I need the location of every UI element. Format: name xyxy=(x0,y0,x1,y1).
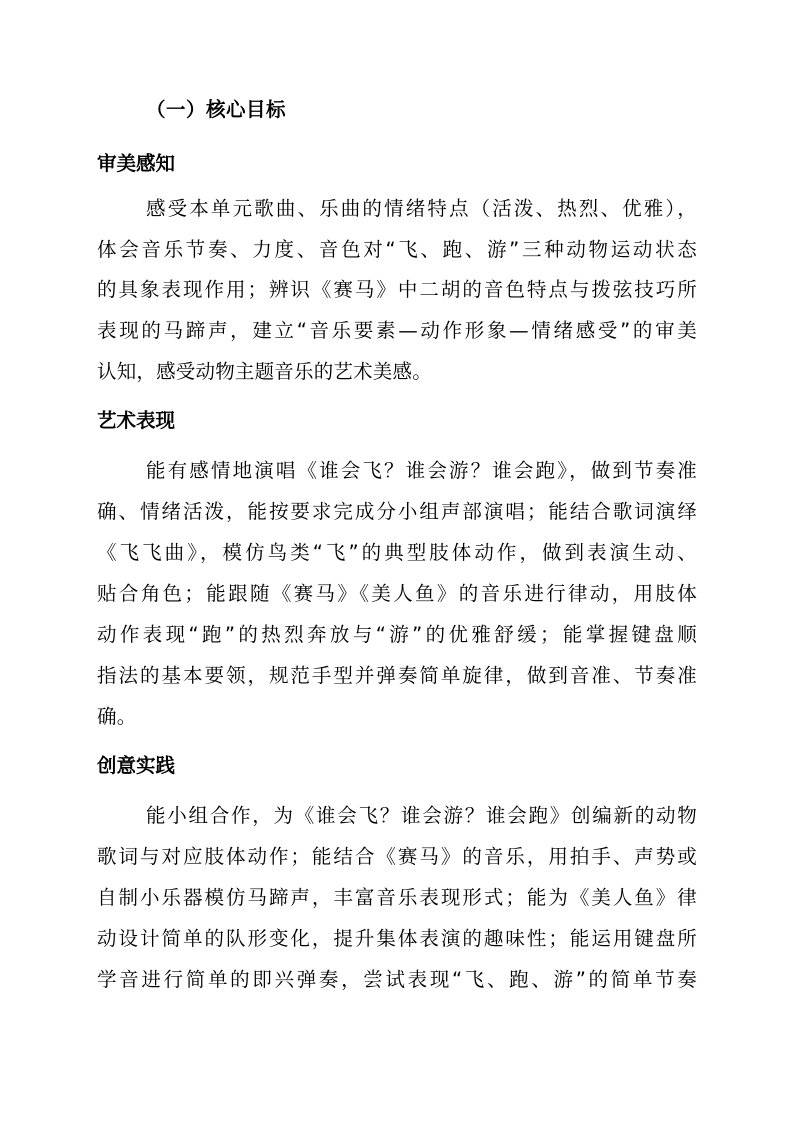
paragraph-line: 自制小乐器模仿马蹄声，丰富音乐表现形式；能为《美人鱼》律 xyxy=(97,886,697,909)
paragraph-line: 感受本单元歌曲、乐曲的情绪特点（活泼、热烈、优雅）， xyxy=(146,197,697,220)
paragraph-line: 歌词与对应肢体动作；能结合《赛马》的音乐，用拍手、声势或 xyxy=(97,845,697,868)
subheading-artistic-expression: 艺术表现 xyxy=(97,409,176,432)
paragraph-line: 体会音乐节奏、力度、音色对“飞、跑、游”三种动物运动状态 xyxy=(97,238,697,261)
paragraph-line: 确。 xyxy=(97,705,137,728)
paragraph-line: 贴合角色；能跟随《赛马》《美人鱼》的音乐进行律动，用肢体 xyxy=(97,582,697,605)
paragraph-line: 《飞飞曲》，模仿鸟类“飞”的典型肢体动作，做到表演生动、 xyxy=(97,541,697,564)
paragraph-line: 指法的基本要领，规范手型并弹奏简单旋律，做到音准、节奏准 xyxy=(97,664,697,687)
paragraph-line: 表现的马蹄声，建立“音乐要素—动作形象—情绪感受”的审美 xyxy=(97,319,697,342)
paragraph-line: 学音进行简单的即兴弹奏，尝试表现“飞、跑、游”的简单节奏 xyxy=(97,968,697,991)
paragraph-line: 动设计简单的队形变化，提升集体表演的趣味性；能运用键盘所 xyxy=(97,927,697,950)
paragraph-line: 能小组合作，为《谁会飞？谁会游？谁会跑》创编新的动物 xyxy=(146,804,697,827)
paragraph-line: 的具象表现作用；辨识《赛马》中二胡的音色特点与拨弦技巧所 xyxy=(97,278,697,301)
section-heading: （一）核心目标 xyxy=(146,98,287,121)
subheading-aesthetic-perception: 审美感知 xyxy=(97,152,176,175)
paragraph-line: 能有感情地演唱《谁会飞？谁会游？谁会跑》，做到节奏准 xyxy=(146,459,697,482)
paragraph-line: 认知，感受动物主题音乐的艺术美感。 xyxy=(97,360,432,383)
paragraph-line: 动作表现“跑”的热烈奔放与“游”的优雅舒缓；能掌握键盘顺 xyxy=(97,623,697,646)
paragraph-line: 确、情绪活泼，能按要求完成分小组声部演唱；能结合歌词演绎 xyxy=(97,500,697,523)
subheading-creative-practice: 创意实践 xyxy=(97,754,176,777)
